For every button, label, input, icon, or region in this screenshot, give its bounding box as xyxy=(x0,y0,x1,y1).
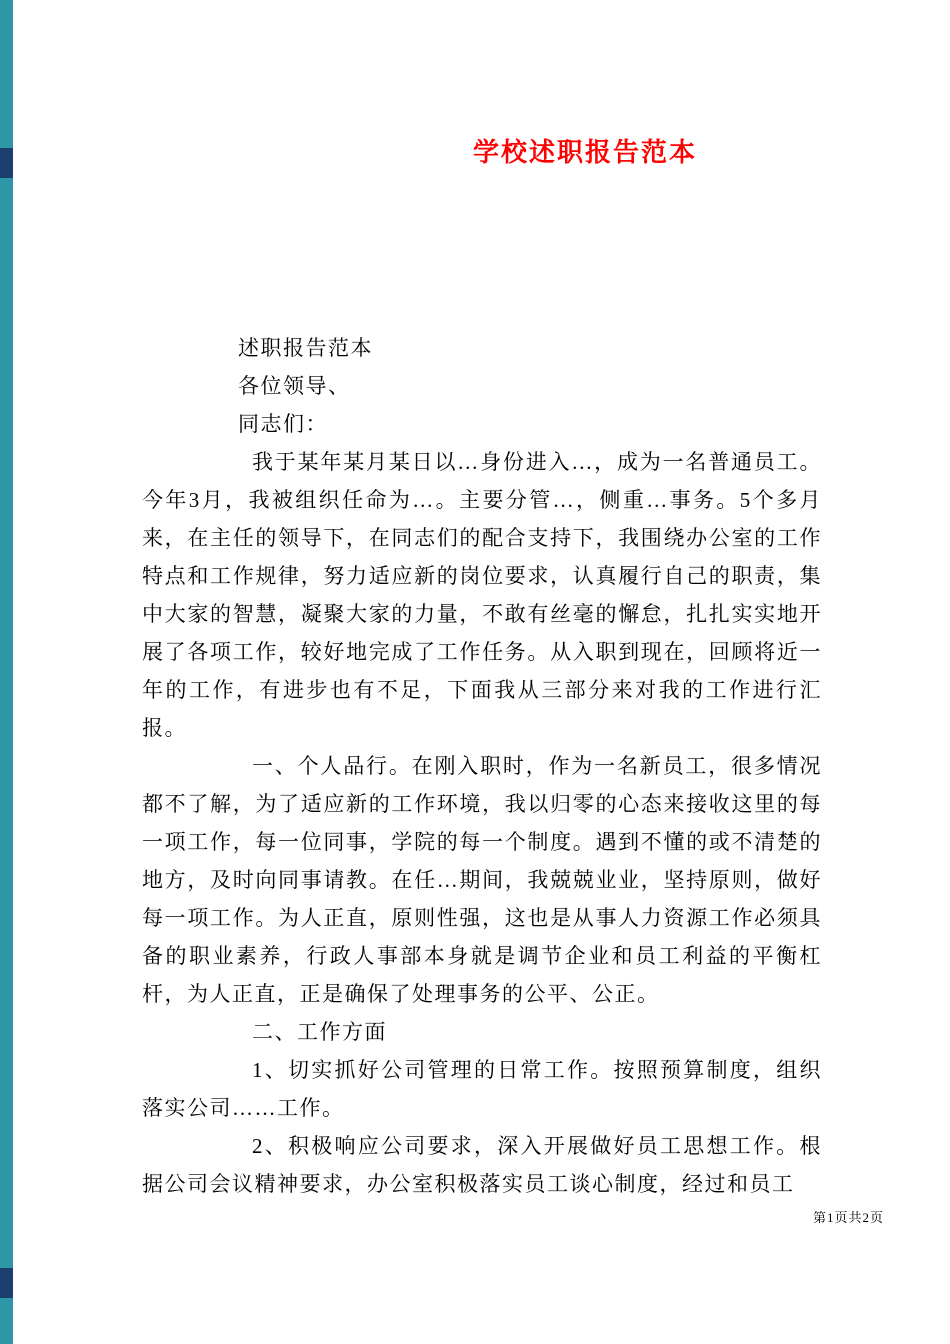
paragraph: 述职报告范本 xyxy=(238,336,373,360)
paragraph: 1、切实抓好公司管理的日常工作。按照预算制度，组织落实公司……工作。 xyxy=(142,1058,822,1120)
left-edge-strip xyxy=(0,0,13,1344)
page-indicator: 第1页共2页 xyxy=(812,1210,884,1225)
document-body xyxy=(142,329,822,1203)
paragraph: 各位领导、 xyxy=(238,374,351,398)
paragraph: 同志们： xyxy=(238,412,328,436)
paragraph: 2、积极响应公司要求，深入开展做好员工思想工作。根据公司会议精神要求，办公室积极落实员工谈心制度，经过和员工 xyxy=(142,1134,822,1196)
paragraph: 我于某年某月某日以…身份进入…，成为一名普通员工。今年3月，我被组织任命为…。主要分管…，侧重…事务。5个多月来，在主任的领导下，在同志们的配合支持下，我围绕办公室的工作特点和工作规律，努力适应新的岗位要求，认真履行自己的职责，集中大家的智慧，凝聚大家的力量，不敢有丝毫的懈怠，扎扎实实地开展了各项工作，较好地完成了工作任务。从入职到现在，回顾将近一年的工作，有进步也有不足，下面我从三部分来对我的工作进行汇报。 xyxy=(142,450,822,740)
paragraph: 二、工作方面 xyxy=(252,1020,387,1044)
page-footer xyxy=(813,1207,884,1226)
document-title: 学校述职报告范本 xyxy=(472,137,697,167)
edge-marker-bottom xyxy=(0,1268,13,1298)
paragraph: 一、个人品行。在刚入职时，作为一名新员工，很多情况都不了解，为了适应新的工作环境，我以归零的心态来接收这里的每一项工作，每一位同事，学院的每一个制度。遇到不懂的或不清楚的地方，及时向同事请教。在任…期间，我兢兢业业，坚持原则，做好每一项工作。为人正直，原则性强，这也是从事人力资源工作必须具备的职业素养，行政人事部本身就是调节企业和员工利益的平衡杠杆，为人正直，正是确保了处理事务的公平、公正。 xyxy=(142,754,822,1006)
edge-marker-top xyxy=(0,148,13,178)
